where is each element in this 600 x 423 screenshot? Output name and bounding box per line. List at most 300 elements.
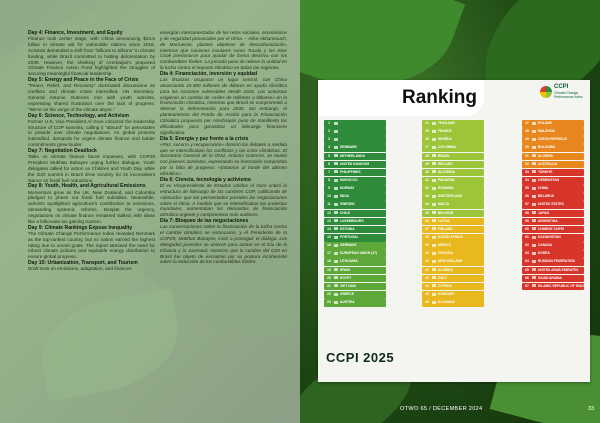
ranking-row [324,250,386,258]
flag-icon [532,219,536,222]
country-name: KOREA [538,251,550,256]
country-name: SWEDEN [340,202,355,207]
flag-icon [532,276,536,279]
country-name: CHINESE TAIPEI [538,226,564,231]
rank-number: 22 [327,291,331,296]
ranking-row [422,185,484,193]
country-name: UNITED STATES [538,202,564,207]
flag-icon [432,203,436,206]
section-heading: Día 4: Financiación, inversión y equidad [160,70,258,77]
ranking-row [522,210,584,218]
rank-number: 33 [425,194,429,199]
flag-icon [432,244,436,247]
ranking-row [324,120,386,128]
flag-icon [532,203,536,206]
flag-icon [432,252,436,255]
rank-number: 43 [425,275,429,280]
rank-number: 25 [425,129,429,134]
ranking-column-1 [324,120,386,307]
country-name: SAUDI ARABIA [538,275,562,280]
rank-number: 1 [328,121,330,125]
flag-icon [532,122,536,125]
ranking-row [422,177,484,185]
ranking-row [422,136,484,144]
ranking-row [422,144,484,152]
section-paragraph: Finance took center stage, with China announcing $24.5 billion in climate aid for vulnerable nations since 2016. Activists demanded a shift from "billions to trillions" in climate funding, while Brazil committed to halting deforestation by 2030. However, the sheiking of Azerbaijan's proposed Climate Finance Action Fund highlighted the struggles of securing meaningful financial leadership. [28,36,155,77]
ranking-row [324,161,386,169]
rank-number: 19 [327,267,331,272]
country-name: DENMARK [340,145,357,150]
rank-number: 16 [327,243,331,248]
ranking-column-3 [522,120,584,291]
section-paragraph: Las conversaciones sobre la financiación de la lucha contra el cambio climático se estancaron, y el Presidente de la COP29, Mukhtar Babayev, instó a proseguir el diálogo. Los delegados juveniles se unieron para actuar en el Día de la Infancia y la Juventud, mientras que la cumbre del G20 en Brasil fue objeto de escrutinio por su postura incoherente sobre la reducción de los combustibles fósiles. [160,224,287,265]
ranking-row [522,201,584,209]
section-heading: Day 6: Science, Technology, and Activism [28,112,129,119]
rank-number: 63 [525,251,529,256]
flag-icon [532,138,536,141]
section-heading: Day 10: Urbanization, Transport, and Tourism [28,260,138,267]
ranking-row [522,169,584,177]
flag-icon [532,260,536,263]
country-name: RUSSIAN FEDERATION [538,259,575,264]
ranking-row [324,258,386,266]
flag-icon [532,162,536,165]
right-page [300,0,600,423]
ranking-row [422,242,484,250]
ranking-row [522,153,584,161]
flag-icon [432,130,436,133]
rank-number: 65 [525,267,529,272]
ranking-row [324,136,386,144]
rank-number: 64 [525,259,529,264]
section-heading: Día 7: Bloqueo de las negociaciones [160,218,249,225]
flag-icon [334,187,338,190]
section-paragraph: Las finanzas ocuparon un lugar central, con China anunciando 24.500 millones de dólares en ayuda climática para las naciones vulnerables desde 2016. Los activistas exigieron un cambio de «miles de millones a billones» en la financiación climática, mientras que Brasil se comprometió a detener la deforestación para 2030. Sin embargo, el planteamiento del Fondo de Acción para la Financiación Climática propuesto por Azerbaiyán puso de manifiesto las dificultades para garantizar un liderazgo financiero significativo. [160,77,287,135]
flag-icon [432,195,436,198]
ranking-row [422,218,484,226]
country-name: ARGENTINA [538,218,558,223]
rank-number: 52 [525,161,529,166]
country-name: AUSTRALIA [538,161,558,166]
country-name: JAPAN [538,210,549,215]
ccpi-logo-title: CCPI [554,84,569,90]
section-heading: Day 8: Youth, Health, and Agricultural Emissions [28,183,146,190]
rank-number: 24 [425,121,429,125]
rank-number: 40 [425,251,429,256]
ranking-row [422,299,484,307]
flag-icon [532,268,536,271]
country-name: CROATIA [438,251,453,256]
country-name: BRAZIL [438,153,451,158]
country-name: CZECH REPUBLIC [538,137,568,142]
flag-icon [532,252,536,255]
ranking-row [422,201,484,209]
ranking-row [522,193,584,201]
ranking-row [522,218,584,226]
rank-number: 7 [328,169,330,174]
ranking-row [324,177,386,185]
rank-number: 53 [525,169,529,174]
flag-icon [334,162,338,165]
rank-number: 38 [425,234,429,239]
country-name: AUSTRIA [340,300,355,305]
rank-number: 31 [425,177,429,182]
section-heading: Day 9: Climate Rankings Expose Inequality [28,224,133,231]
country-name: UNITED KINGDOM [340,161,370,166]
rank-number: 44 [425,283,429,288]
flag-icon [334,122,338,125]
ranking-row [324,193,386,201]
section-paragraph: Talks on climate finance faced impasses, with COP29 President Mukhtar Babayev urging further dialogue. Youth delegates rallied for action on Children and Youth Day, while the G20 summit in Brazil drew scrutiny for its inconsistent stance on fossil fuel reductions. [28,154,155,183]
section-paragraph: Former U.S. Vice President Al Gore criticized the leadership structure of COP summits, calling it "absurd" for petrostates to preside over climate negotiations. As global protests intensified, demands for urgent climate finance and bolder commitments grew louder. [28,118,155,148]
rank-number: 29 [425,161,429,166]
country-name: BULGARIA [538,145,556,150]
rank-number: 37 [425,226,429,231]
flag-icon [432,146,436,149]
rank-number: 35 [425,210,429,215]
flag-icon [532,130,536,133]
country-name: VIET NAM [340,283,356,288]
ranking-row [422,291,484,299]
ranking-row [324,267,386,275]
country-name: MEXICO [438,243,452,248]
rank-number: 12 [327,210,331,215]
flag-icon [432,276,436,279]
flag-icon [432,219,436,222]
country-name: CHILE [340,210,350,215]
flag-icon [334,203,338,206]
ranking-row [522,120,584,128]
ccpi-logo [540,84,586,108]
ranking-row [422,161,484,169]
country-name: LUXEMBOURG [340,218,364,223]
rank-number: 54 [525,177,529,182]
section-paragraph: Draft texts on emissions, adaptation, and finances [28,266,132,272]
ranking-row [324,226,386,234]
rank-number: 49 [525,137,529,142]
country-name: THAILAND [438,121,455,125]
country-name: GREECE [340,291,354,296]
flag-icon [334,227,338,230]
flag-icon [432,236,436,239]
country-name: SWITZERLAND [438,194,462,199]
country-name: EUROPEAN UNION (27) [340,251,378,256]
ranking-row [324,234,386,242]
english-column [28,30,155,272]
ranking-row [422,210,484,218]
flag-icon [334,170,338,173]
country-name: INDIA [340,194,349,199]
section-heading: Day 5: Energy and Peace in the Face of Crisis [28,77,139,84]
country-name: ALGERIA [438,267,453,272]
ranking-row [324,210,386,218]
ranking-row [522,275,584,283]
country-name: POLAND [538,121,552,125]
flag-icon [334,146,338,149]
ranking-row [522,226,584,234]
section-heading: Day 4: Finance, Investment, and Equity [28,30,123,36]
ranking-row [324,144,386,152]
flag-icon [334,219,338,222]
flag-icon [334,130,338,133]
country-name: CHINA [538,186,549,191]
flag-icon [334,195,338,198]
country-name: HUNGARY [438,291,455,296]
ranking-row [324,275,386,283]
rank-number: 11 [327,202,331,207]
country-name: GERMANY [340,243,357,248]
ranking-row [422,226,484,234]
flag-icon [334,236,338,239]
section-heading: Día 6: Ciencia, tecnología y activismo [160,176,251,183]
ccpi-year-label: CCPI 2025 [326,350,395,365]
country-name: PAKISTAN [438,177,455,182]
country-name: SLOVENIA [438,169,455,174]
flag-icon [432,162,436,165]
country-name: NORWAY [340,186,355,191]
country-name: ISLAMIC REPUBLIC OF IRAN [538,283,584,288]
country-name: MOROCCO [340,177,358,182]
ranking-row [422,250,484,258]
section-paragraph: «Paz, socorro y recuperación» dominó los debates a medida que se intensificaban los conflictos y las crisis climáticas. El Secretario General de la ONU, Antonio Guterres, se reunió con jóvenes activistas, expresando su frustración compartida por la falta de progreso: «Estamos al borde del abismo climático». [160,141,287,176]
rank-number: 4 [328,145,330,150]
rank-number: 8 [328,177,330,182]
section-paragraph: "Peace, Relief, and Recovery" dominated discussions as conflicts and climate crises intensified. UN Secretary-General Antonio Guterres met with youth activists, expressing shared frustration over the lack of progress: "We're on the verge of the climate abyss." [28,83,155,112]
country-name: MALAYSIA [538,129,555,134]
country-name: ITALY [438,275,447,280]
rank-number: 21 [327,283,331,288]
rank-number: 59 [525,218,529,223]
country-name: CYPRUS [438,283,452,288]
page-footer: OTWO 65 / DECEMBER 2024 [400,406,483,412]
rank-number: 67 [525,283,529,288]
country-name: FRANCE [438,129,452,134]
ranking-row [522,177,584,185]
rank-number: 2 [328,129,330,134]
ranking-row [522,242,584,250]
spanish-column [160,30,287,265]
flag-icon [432,187,436,190]
country-name: FINLAND [438,226,453,231]
ranking-row [324,299,386,307]
country-name: PORTUGAL [340,234,359,239]
country-name: SLOVAKIA [438,300,455,305]
rank-number: 34 [425,202,429,207]
ranking-row [422,193,484,201]
flag-icon [532,187,536,190]
rank-number: 56 [525,194,529,199]
rank-number: 18 [327,259,331,264]
ranking-row [324,291,386,299]
rank-number: 14 [327,226,331,231]
rank-number: 5 [328,153,330,158]
rank-number: 39 [425,243,429,248]
flag-icon [432,179,436,182]
rank-number: 41 [425,259,429,264]
section-heading: Día 5: Energía y paz frente a la crisis [160,135,249,142]
flag-icon [432,122,436,125]
rank-number: 51 [525,153,529,158]
country-name: SPAIN [340,267,350,272]
ranking-row [324,242,386,250]
ranking-row [422,120,484,128]
rank-number: 26 [425,137,429,142]
ranking-row [522,250,584,258]
country-name: NETHERLANDS [340,153,365,158]
flag-icon [432,301,436,304]
rank-number: 50 [525,145,529,150]
rank-number: 58 [525,210,529,215]
section-paragraph: El ex Vicepresidente de Estados Unidos Al Gore criticó la estructura de liderazgo de las cumbres COP, calificando de «absurdo» que los petroestados presiden las negociaciones sobre el clima. A medida que se intensificaban las protestas mundiales, aumentaban las demandas de financiación climática urgente y compromisos más audaces. [160,183,287,218]
ccpi-logo-icon [540,86,552,98]
section-paragraph: The Climate Change Performance Index revealed Denmark as the top-ranked country, but no nation earned the highest rating due to unmet goals. The report stressed the need for robust climate policies and equitable energy distribution to ensure global progress. [28,230,155,260]
flag-icon [532,244,536,247]
country-name: ALGERIA [538,153,553,158]
ranking-row [324,185,386,193]
country-name: KAZAKHSTAN [538,234,561,239]
country-name: NIGERIA [438,137,452,142]
ranking-title: Ranking [318,80,484,116]
country-name: TÜRKIYE [538,169,553,174]
country-name: UNITED ARAB EMIRATES [538,267,579,272]
ranking-row [522,128,584,136]
flag-icon [532,236,536,239]
country-name: NEW ZEALAND [438,259,463,264]
flag-icon [532,227,536,230]
rank-number: 61 [525,234,529,239]
rank-number: 57 [525,202,529,207]
rank-number: 9 [328,186,330,191]
country-name: MALTA [438,202,450,207]
rank-number: 32 [425,186,429,191]
flag-icon [532,146,536,149]
country-name: LATVIA [438,218,450,223]
ccpi-logo-subtitle: Climate Change Performance Index [554,91,583,99]
rank-number: 55 [525,186,529,191]
flag-icon [334,154,338,157]
flag-icon [334,301,338,304]
ranking-row [422,153,484,161]
country-name: LITHUANIA [340,259,358,264]
flag-icon [432,268,436,271]
ranking-row [422,234,484,242]
country-name: BELARUS [538,194,554,199]
country-name: ESTONIA [340,226,355,231]
rank-number: 60 [525,226,529,231]
flag-icon [432,211,436,214]
section-paragraph: Momentum grew as the UK, New Zealand, and Colombia pledged to phase out fossil fuel subsidies. Meanwhile, activists spotlighted agriculture's contribution to emissions, demanding systemic reforms. Despite the urgency, negotiations on climate finance remained stalled, with ideas like a billionaire tax gaining traction. [28,189,155,224]
flag-icon [432,284,436,287]
rank-number: 46 [425,300,429,305]
rank-number: 20 [327,275,331,280]
ranking-row [522,234,584,242]
rank-number: 30 [425,169,429,174]
ranking-row [422,258,484,266]
country-name: PHILIPPINES [340,169,361,174]
flag-icon [532,284,536,287]
ranking-row [324,153,386,161]
page-number: 33 [588,406,595,412]
rank-number: 23 [327,300,331,305]
rank-number: 27 [425,145,429,150]
country-name: COLOMBIA [438,145,456,150]
ranking-row [522,161,584,169]
flag-icon [334,244,338,247]
ranking-row [324,128,386,136]
flag-icon [334,268,338,271]
flag-icon [432,154,436,157]
flag-icon [532,195,536,198]
section-heading: Day 7: Negotiation Deadlock [28,147,97,154]
ranking-row [422,128,484,136]
ranking-row [422,283,484,291]
rank-number: 15 [327,234,331,239]
country-name: ROMANIA [438,186,454,191]
flag-icon [532,211,536,214]
ranking-row [522,267,584,275]
flag-icon [334,276,338,279]
rank-number: 13 [327,218,331,223]
rank-number: 62 [525,243,529,248]
flag-icon [432,260,436,263]
flag-icon [334,293,338,296]
country-name: EGYPT [340,275,352,280]
flag-icon [334,138,338,141]
ranking-row [522,144,584,152]
ranking-row [324,201,386,209]
flag-icon [432,227,436,230]
flag-icon [334,211,338,214]
ranking-row [422,267,484,275]
rank-number: 17 [327,251,331,256]
ranking-column-2 [422,120,484,307]
flag-icon [432,170,436,173]
rank-number: 10 [327,194,331,199]
ranking-row [324,169,386,177]
rank-number: 3 [328,137,330,142]
ranking-card [318,80,590,382]
section-paragraph: emergían interconectadas de los retos sociales, económicos y de seguridad provocados por el clima. – Alice Akhannouch, de Marruecos, planteó objetivos de descarbonización, mientras que naciones insulares como Tuvalu y las Islas Cook presionaron para ayudar de forma decisiva con los combustibles fósiles. La jornada puso de relieve la unidad en la lucha contra el impacto climático en todas las regiones. [160,30,287,71]
country-name: SOUTH AFRICA [438,234,463,239]
flag-icon [532,179,536,182]
rank-number: 36 [425,218,429,223]
rank-number: 6 [328,161,330,166]
rank-number: 42 [425,267,429,272]
rank-number: 47 [525,121,529,125]
flag-icon [334,284,338,287]
ranking-row [522,185,584,193]
flag-icon [334,260,338,263]
country-name: UZBEKISTAN [538,177,560,182]
rank-number: 48 [525,129,529,134]
ranking-row [422,169,484,177]
rank-number: 66 [525,275,529,280]
ranking-row [422,275,484,283]
flag-icon [532,170,536,173]
country-name: CANADA [538,243,553,248]
flag-icon [432,138,436,141]
ranking-row [324,218,386,226]
ranking-row [522,283,584,291]
rank-number: 28 [425,153,429,158]
ranking-row [522,258,584,266]
flag-icon [334,179,338,182]
flag-icon [432,293,436,296]
flag-icon [532,154,536,157]
ranking-row [522,136,584,144]
country-name: IRELAND [438,161,453,166]
country-name: BELGIUM [438,210,454,215]
